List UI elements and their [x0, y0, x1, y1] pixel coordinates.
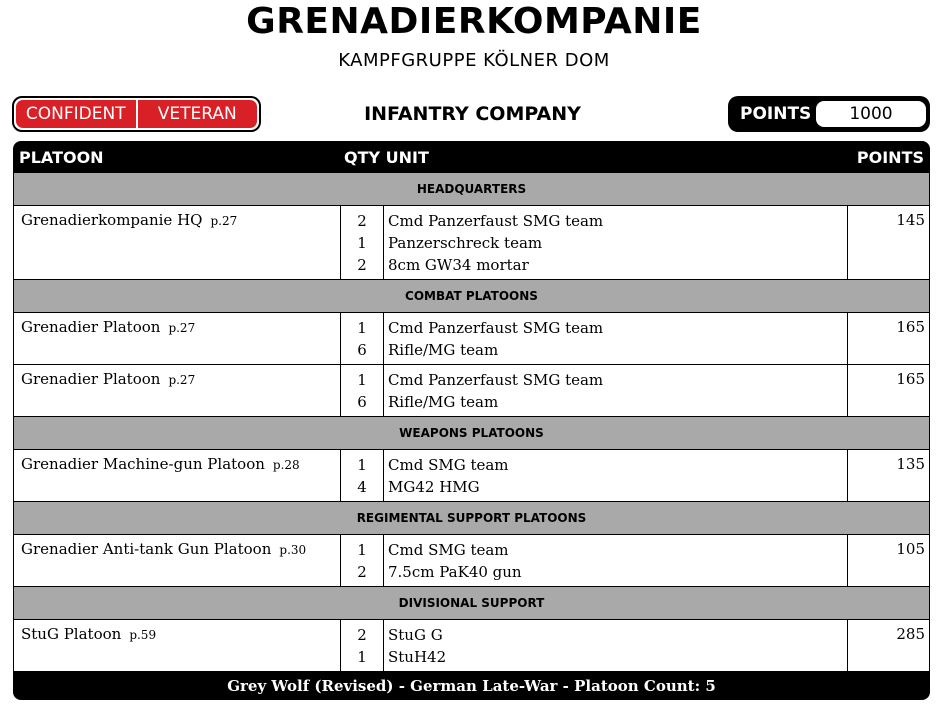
- points-value: 1000: [816, 101, 926, 127]
- unit-cell: [384, 206, 848, 279]
- page-reference: p.59: [129, 628, 157, 642]
- unit-qty: 1: [357, 541, 367, 559]
- section-header: HEADQUARTERS: [14, 173, 929, 206]
- page-reference: p.27: [168, 373, 196, 387]
- motivation-rating: CONFIDENT: [16, 100, 138, 128]
- unit-name: Rifle/MG team: [388, 393, 499, 411]
- qty-cell: [341, 620, 384, 671]
- platoon-points: 165: [896, 318, 925, 336]
- unit-cell: [384, 365, 848, 416]
- unit-cell: [384, 313, 848, 364]
- table-body: [13, 173, 930, 672]
- unit-qty: 1: [357, 456, 367, 474]
- platoon-row: [14, 620, 929, 672]
- unit-qty: 1: [357, 371, 367, 389]
- platoon-name: Grenadier Machine-gun Platoon: [21, 455, 265, 473]
- page-reference: p.28: [272, 458, 300, 472]
- unit-cell: [384, 620, 848, 671]
- platoon-name: Grenadier Anti-tank Gun Platoon: [21, 540, 272, 558]
- unit-name: Cmd Panzerfaust SMG team: [388, 212, 604, 230]
- platoon-name: Grenadier Platoon: [21, 318, 161, 336]
- unit-name: Panzerschreck team: [388, 234, 543, 252]
- platoon-name: Grenadierkompanie HQ: [21, 211, 203, 229]
- qty-cell: [341, 450, 384, 501]
- unit-name: 7.5cm PaK40 gun: [388, 563, 522, 581]
- qty-cell: [341, 365, 384, 416]
- platoon-name-cell: [14, 620, 341, 671]
- section-header: DIVISIONAL SUPPORT: [14, 587, 929, 620]
- column-header-points: POINTS: [856, 148, 924, 167]
- platoon-name-cell: [14, 450, 341, 501]
- qty-cell: [341, 313, 384, 364]
- unit-qty: 1: [357, 234, 367, 252]
- unit-qty: 6: [357, 341, 367, 359]
- unit-name: StuG G: [388, 626, 443, 644]
- platoon-row: [14, 206, 929, 280]
- platoon-name-cell: [14, 206, 341, 279]
- points-total-box: [728, 96, 930, 132]
- section-header: WEAPONS PLATOONS: [14, 417, 929, 450]
- table-header: [13, 141, 930, 173]
- unit-name: StuH42: [388, 648, 447, 666]
- army-list-table: [13, 141, 930, 700]
- platoon-row: [14, 450, 929, 502]
- unit-name: Cmd SMG team: [388, 456, 509, 474]
- unit-name: Cmd Panzerfaust SMG team: [388, 371, 604, 389]
- list-footer: Grey Wolf (Revised) - German Late-War - Platoon Count: 5: [13, 672, 930, 700]
- platoon-row: [14, 365, 929, 417]
- unit-name: Cmd SMG team: [388, 541, 509, 559]
- unit-cell: [384, 535, 848, 586]
- section-header: REGIMENTAL SUPPORT PLATOONS: [14, 502, 929, 535]
- platoon-points: 145: [896, 211, 925, 229]
- platoon-name-cell: [14, 365, 341, 416]
- unit-name: 8cm GW34 mortar: [388, 256, 529, 274]
- platoon-name-cell: [14, 313, 341, 364]
- unit-name: Cmd Panzerfaust SMG team: [388, 319, 604, 337]
- unit-qty: 2: [357, 563, 367, 581]
- unit-qty: 6: [357, 393, 367, 411]
- company-type-label: INFANTRY COMPANY: [364, 103, 581, 125]
- platoon-row: [14, 535, 929, 587]
- column-header-platoon: PLATOON: [19, 148, 104, 167]
- platoon-points: 165: [896, 370, 925, 388]
- ratings-badge: [12, 96, 261, 132]
- unit-qty: 2: [357, 256, 367, 274]
- platoon-name-cell: [14, 535, 341, 586]
- army-list-subtitle: KAMPFGRUPPE KÖLNER DOM: [338, 50, 610, 71]
- unit-qty: 1: [357, 648, 367, 666]
- unit-name: Rifle/MG team: [388, 341, 499, 359]
- qty-cell: [341, 206, 384, 279]
- page-reference: p.27: [168, 321, 196, 335]
- unit-name: MG42 HMG: [388, 478, 480, 496]
- page-reference: p.30: [279, 543, 307, 557]
- army-list-title: GRENADIERKOMPANIE: [246, 1, 702, 42]
- unit-cell: [384, 450, 848, 501]
- column-header-qty-unit: QTY UNIT: [344, 148, 429, 167]
- unit-qty: 2: [357, 626, 367, 644]
- points-label: POINTS: [740, 104, 812, 124]
- page-reference: p.27: [210, 214, 238, 228]
- platoon-name: Grenadier Platoon: [21, 370, 161, 388]
- unit-qty: 4: [357, 478, 367, 496]
- platoon-points: 105: [896, 540, 925, 558]
- qty-cell: [341, 535, 384, 586]
- platoon-row: [14, 313, 929, 365]
- unit-qty: 1: [357, 319, 367, 337]
- unit-qty: 2: [357, 212, 367, 230]
- platoon-name: StuG Platoon: [21, 625, 122, 643]
- section-header: COMBAT PLATOONS: [14, 280, 929, 313]
- platoon-points: 135: [896, 455, 925, 473]
- skill-rating: VETERAN: [138, 100, 258, 128]
- platoon-points: 285: [896, 625, 925, 643]
